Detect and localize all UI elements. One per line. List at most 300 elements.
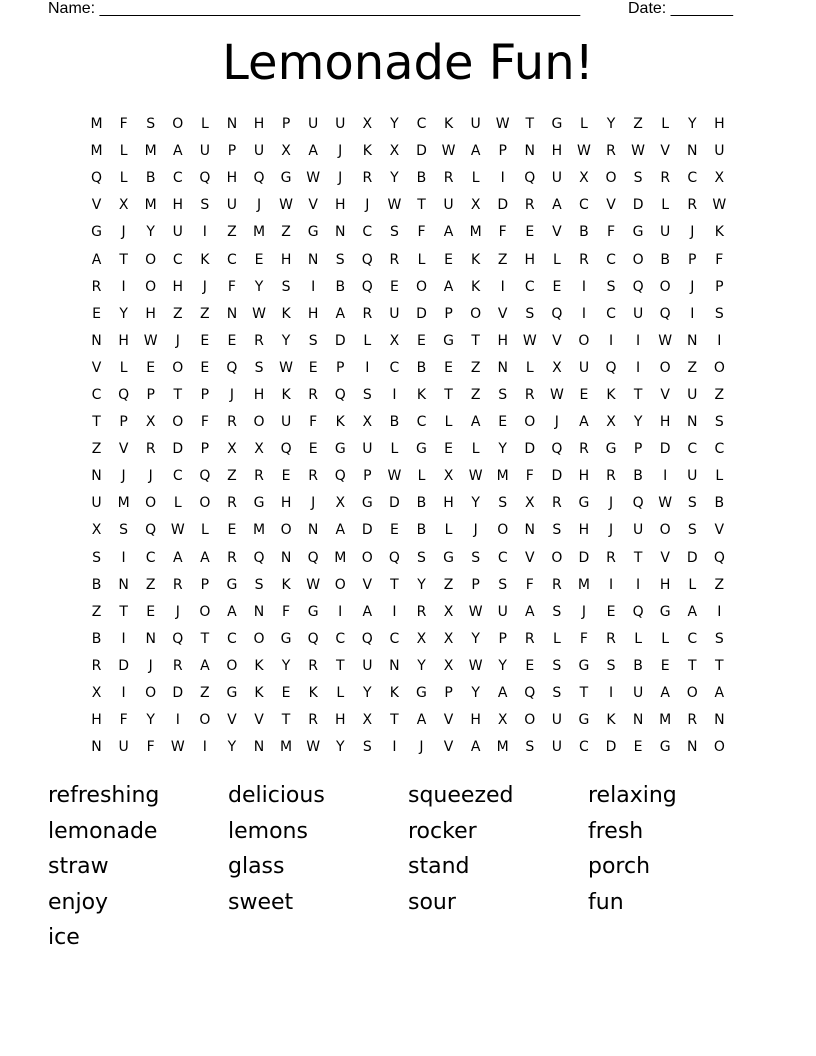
grid-letter[interactable]: L — [119, 143, 128, 160]
grid-letter[interactable]: N — [687, 332, 698, 349]
grid-letter[interactable]: I — [121, 630, 126, 647]
grid-letter[interactable]: X — [579, 170, 589, 187]
grid-letter[interactable]: H — [280, 495, 292, 512]
grid-letter[interactable]: B — [633, 657, 643, 674]
grid-letter[interactable]: U — [714, 143, 725, 160]
grid-letter[interactable]: E — [146, 603, 156, 620]
grid-letter[interactable]: S — [687, 522, 697, 539]
grid-letter[interactable]: Z — [470, 386, 481, 403]
grid-letter[interactable]: G — [659, 603, 671, 620]
grid-letter[interactable]: J — [311, 495, 316, 512]
grid-letter[interactable]: V — [552, 332, 562, 349]
grid-letter[interactable]: G — [226, 576, 238, 593]
grid-letter[interactable]: Z — [633, 116, 643, 133]
grid-letter[interactable]: V — [525, 549, 535, 566]
grid-letter[interactable]: R — [254, 468, 264, 485]
grid-letter[interactable]: Q — [118, 386, 130, 403]
grid-letter[interactable]: P — [715, 278, 724, 295]
grid-letter[interactable]: S — [687, 495, 697, 512]
grid-letter[interactable]: X — [362, 414, 373, 431]
grid-letter[interactable]: X — [118, 197, 129, 214]
grid-letter[interactable]: D — [172, 441, 184, 458]
grid-letter[interactable]: R — [308, 386, 319, 403]
grid-letter[interactable]: S — [498, 386, 508, 403]
grid-letter[interactable]: H — [470, 712, 481, 729]
grid-letter[interactable]: V — [660, 386, 670, 403]
grid-letter[interactable]: Z — [227, 468, 237, 485]
grid-letter[interactable]: G — [605, 441, 617, 458]
grid-letter[interactable]: O — [659, 522, 671, 539]
grid-letter[interactable]: F — [579, 630, 588, 647]
grid-letter[interactable]: D — [551, 468, 563, 485]
grid-letter[interactable]: Q — [361, 251, 373, 268]
grid-letter[interactable]: O — [334, 576, 346, 593]
grid-letter[interactable]: R — [362, 305, 373, 322]
grid-letter[interactable]: S — [417, 549, 426, 566]
grid-letter[interactable]: R — [660, 170, 671, 187]
grid-letter[interactable]: V — [660, 143, 670, 160]
grid-letter[interactable]: I — [392, 739, 397, 756]
grid-letter[interactable]: X — [714, 170, 725, 187]
grid-letter[interactable]: U — [632, 522, 644, 539]
grid-letter[interactable]: A — [443, 278, 454, 295]
grid-letter[interactable]: X — [606, 414, 616, 431]
grid-letter[interactable]: J — [419, 739, 424, 756]
grid-letter[interactable]: R — [91, 657, 102, 674]
grid-letter[interactable]: B — [633, 468, 643, 485]
grid-letter[interactable]: N — [389, 657, 400, 674]
grid-letter[interactable]: O — [145, 685, 157, 702]
grid-letter[interactable]: E — [444, 359, 453, 376]
grid-letter[interactable]: O — [172, 116, 184, 133]
grid-letter[interactable]: M — [469, 224, 482, 241]
grid-letter[interactable]: U — [253, 143, 265, 160]
grid-letter[interactable]: T — [200, 630, 210, 647]
grid-letter[interactable]: P — [498, 143, 507, 160]
grid-letter[interactable]: A — [91, 251, 102, 268]
grid-letter[interactable]: Q — [199, 170, 211, 187]
grid-letter[interactable]: S — [552, 685, 562, 702]
grid-letter[interactable]: H — [91, 712, 102, 729]
grid-letter[interactable]: L — [661, 630, 670, 647]
grid-letter[interactable]: E — [308, 359, 318, 376]
grid-letter[interactable]: R — [606, 468, 616, 485]
grid-letter[interactable]: X — [416, 630, 427, 647]
grid-letter[interactable]: J — [690, 224, 695, 241]
grid-letter[interactable]: R — [308, 657, 319, 674]
date-field[interactable]: Date: _______ — [628, 0, 733, 17]
grid-letter[interactable]: X — [443, 603, 454, 620]
grid-letter[interactable]: G — [91, 224, 102, 241]
grid-letter[interactable]: V — [362, 576, 373, 593]
grid-letter[interactable]: U — [91, 495, 102, 512]
grid-letter[interactable]: L — [525, 359, 534, 376]
grid-letter[interactable]: X — [552, 359, 562, 376]
grid-letter[interactable]: V — [91, 197, 102, 214]
grid-letter[interactable]: U — [687, 386, 698, 403]
grid-letter[interactable]: K — [308, 685, 318, 702]
grid-letter[interactable]: X — [227, 441, 237, 458]
grid-letter[interactable]: C — [579, 739, 589, 756]
grid-letter[interactable]: A — [308, 143, 318, 160]
grid-letter[interactable]: Q — [524, 685, 536, 702]
grid-letter[interactable]: S — [254, 359, 264, 376]
grid-letter[interactable]: P — [363, 468, 372, 485]
grid-letter[interactable]: O — [145, 495, 157, 512]
grid-letter[interactable]: R — [308, 468, 319, 485]
grid-letter[interactable]: H — [497, 332, 508, 349]
grid-letter[interactable]: S — [498, 576, 508, 593]
grid-letter[interactable]: S — [606, 657, 616, 674]
grid-letter[interactable]: R — [227, 495, 237, 512]
grid-letter[interactable]: S — [606, 278, 616, 295]
grid-letter[interactable]: T — [119, 251, 128, 268]
grid-letter[interactable]: Q — [605, 359, 617, 376]
grid-letter[interactable]: Y — [471, 630, 480, 647]
grid-letter[interactable]: G — [280, 630, 292, 647]
grid-letter[interactable]: T — [281, 712, 291, 729]
grid-letter[interactable]: X — [145, 414, 156, 431]
grid-letter[interactable]: A — [497, 685, 508, 702]
grid-letter[interactable]: E — [444, 251, 453, 268]
grid-letter[interactable]: W — [712, 197, 727, 214]
grid-letter[interactable]: L — [173, 495, 182, 512]
grid-letter[interactable]: C — [335, 630, 346, 647]
grid-letter[interactable]: S — [119, 522, 129, 539]
grid-letter[interactable]: C — [687, 630, 698, 647]
grid-letter[interactable]: G — [578, 712, 590, 729]
grid-letter[interactable]: O — [199, 603, 211, 620]
grid-letter[interactable]: K — [606, 712, 616, 729]
grid-letter[interactable]: Y — [281, 332, 291, 349]
grid-letter[interactable]: J — [338, 170, 343, 187]
grid-letter[interactable]: T — [173, 386, 183, 403]
grid-letter[interactable]: Y — [417, 657, 426, 674]
grid-letter[interactable]: Y — [254, 278, 264, 295]
grid-letter[interactable]: L — [661, 116, 670, 133]
grid-letter[interactable]: H — [578, 522, 590, 539]
grid-letter[interactable]: C — [579, 197, 589, 214]
grid-letter[interactable]: W — [387, 468, 402, 485]
grid-letter[interactable]: T — [633, 549, 643, 566]
grid-letter[interactable]: W — [279, 359, 293, 376]
grid-letter[interactable]: P — [200, 386, 210, 403]
grid-letter[interactable]: V — [552, 224, 562, 241]
grid-letter[interactable]: G — [226, 685, 238, 702]
grid-letter[interactable]: A — [470, 143, 481, 160]
grid-letter[interactable]: T — [687, 657, 697, 674]
grid-letter[interactable]: Y — [471, 495, 480, 512]
grid-letter[interactable]: H — [334, 712, 346, 729]
grid-letter[interactable]: E — [281, 468, 291, 485]
grid-letter[interactable]: Z — [714, 576, 725, 593]
grid-letter[interactable]: U — [470, 116, 481, 133]
grid-letter[interactable]: D — [361, 522, 373, 539]
grid-letter[interactable]: K — [281, 305, 291, 322]
grid-letter[interactable]: Q — [145, 522, 157, 539]
grid-letter[interactable]: Z — [443, 576, 454, 593]
grid-letter[interactable]: M — [496, 739, 509, 756]
grid-letter[interactable]: Z — [200, 305, 210, 322]
grid-letter[interactable]: K — [471, 278, 481, 295]
grid-letter[interactable]: V — [227, 712, 237, 729]
grid-letter[interactable]: F — [309, 414, 318, 431]
grid-letter[interactable]: A — [172, 143, 183, 160]
grid-letter[interactable]: R — [227, 549, 237, 566]
grid-letter[interactable]: C — [389, 630, 400, 647]
grid-letter[interactable]: A — [227, 603, 237, 620]
grid-letter[interactable]: X — [254, 441, 264, 458]
grid-letter[interactable]: T — [92, 414, 101, 431]
grid-letter[interactable]: X — [524, 495, 535, 512]
grid-letter[interactable]: Y — [498, 657, 507, 674]
grid-letter[interactable]: Y — [119, 305, 128, 322]
grid-letter[interactable]: N — [118, 576, 129, 593]
grid-letter[interactable]: V — [91, 359, 102, 376]
grid-letter[interactable]: Z — [497, 251, 508, 268]
grid-letter[interactable]: W — [658, 495, 673, 512]
grid-letter[interactable]: Y — [227, 739, 237, 756]
grid-letter[interactable]: A — [335, 522, 346, 539]
grid-letter[interactable]: Y — [417, 576, 426, 593]
grid-letter[interactable]: Z — [200, 685, 210, 702]
grid-letter[interactable]: O — [415, 278, 427, 295]
grid-letter[interactable]: X — [362, 116, 373, 133]
grid-letter[interactable]: A — [416, 712, 427, 729]
grid-letter[interactable]: S — [362, 386, 372, 403]
grid-letter[interactable]: Q — [91, 170, 103, 187]
grid-letter[interactable]: T — [335, 657, 345, 674]
grid-letter[interactable]: J — [256, 197, 262, 214]
grid-letter[interactable]: H — [226, 170, 238, 187]
grid-letter[interactable]: O — [199, 712, 211, 729]
grid-letter[interactable]: E — [444, 441, 453, 458]
grid-letter[interactable]: G — [443, 549, 454, 566]
grid-letter[interactable]: Z — [227, 224, 237, 241]
grid-letter[interactable]: Z — [687, 359, 698, 376]
grid-letter[interactable]: I — [121, 549, 126, 566]
grid-letter[interactable]: G — [307, 224, 319, 241]
grid-letter[interactable]: S — [498, 495, 508, 512]
grid-letter[interactable]: R — [389, 251, 400, 268]
grid-letter[interactable]: S — [714, 414, 724, 431]
grid-letter[interactable]: K — [335, 414, 345, 431]
grid-letter[interactable]: E — [308, 441, 318, 458]
grid-letter[interactable]: U — [199, 143, 210, 160]
grid-letter[interactable]: P — [119, 414, 128, 431]
grid-letter[interactable]: W — [306, 739, 321, 756]
grid-letter[interactable]: Z — [714, 386, 725, 403]
grid-letter[interactable]: X — [281, 143, 291, 160]
grid-letter[interactable]: U — [362, 441, 373, 458]
grid-letter[interactable]: A — [552, 197, 562, 214]
grid-letter[interactable]: L — [200, 116, 209, 133]
grid-letter[interactable]: E — [200, 359, 210, 376]
grid-letter[interactable]: U — [118, 739, 129, 756]
grid-letter[interactable]: J — [690, 278, 695, 295]
grid-letter[interactable]: T — [579, 685, 589, 702]
grid-letter[interactable]: M — [280, 739, 293, 756]
grid-letter[interactable]: N — [497, 359, 508, 376]
grid-letter[interactable]: U — [551, 170, 562, 187]
grid-letter[interactable]: E — [389, 522, 399, 539]
grid-letter[interactable]: S — [525, 305, 535, 322]
grid-letter[interactable]: O — [361, 549, 373, 566]
grid-letter[interactable]: Y — [335, 739, 345, 756]
grid-letter[interactable]: C — [172, 170, 183, 187]
grid-letter[interactable]: O — [605, 170, 617, 187]
grid-letter[interactable]: W — [170, 739, 185, 756]
grid-letter[interactable]: B — [91, 576, 102, 593]
grid-letter[interactable]: W — [441, 143, 456, 160]
grid-letter[interactable]: Y — [498, 441, 507, 458]
grid-letter[interactable]: X — [335, 495, 346, 512]
grid-letter[interactable]: H — [443, 495, 454, 512]
grid-letter[interactable]: I — [500, 278, 505, 295]
grid-letter[interactable]: W — [522, 332, 537, 349]
grid-letter[interactable]: Q — [307, 630, 319, 647]
grid-letter[interactable]: G — [253, 495, 265, 512]
grid-letter[interactable]: A — [200, 657, 210, 674]
grid-letter[interactable]: Z — [281, 224, 291, 241]
grid-letter[interactable]: A — [714, 685, 725, 702]
grid-letter[interactable]: S — [633, 170, 643, 187]
grid-letter[interactable]: G — [659, 739, 671, 756]
grid-letter[interactable]: Y — [390, 170, 399, 187]
grid-letter[interactable]: L — [417, 251, 426, 268]
grid-letter[interactable]: E — [579, 386, 589, 403]
grid-letter[interactable]: J — [175, 603, 180, 620]
grid-letter[interactable]: F — [417, 224, 426, 241]
grid-letter[interactable]: I — [636, 332, 641, 349]
grid-letter[interactable]: C — [687, 441, 698, 458]
grid-letter[interactable]: W — [468, 468, 483, 485]
grid-letter[interactable]: D — [659, 441, 671, 458]
grid-letter[interactable]: L — [580, 116, 588, 133]
grid-letter[interactable]: E — [389, 278, 399, 295]
grid-letter[interactable]: F — [200, 414, 209, 431]
grid-letter[interactable]: W — [468, 657, 483, 674]
grid-letter[interactable]: E — [633, 739, 643, 756]
grid-letter[interactable]: R — [606, 630, 616, 647]
grid-letter[interactable]: C — [91, 386, 102, 403]
grid-letter[interactable]: G — [443, 332, 454, 349]
grid-letter[interactable]: L — [471, 441, 480, 458]
grid-letter[interactable]: X — [443, 630, 454, 647]
grid-letter[interactable]: W — [279, 197, 293, 214]
grid-letter[interactable]: I — [121, 278, 126, 295]
grid-letter[interactable]: K — [714, 224, 724, 241]
grid-letter[interactable]: S — [389, 224, 399, 241]
grid-letter[interactable]: L — [552, 630, 561, 647]
grid-letter[interactable]: B — [660, 251, 670, 268]
grid-letter[interactable]: W — [631, 143, 646, 160]
grid-letter[interactable]: H — [524, 251, 536, 268]
grid-letter[interactable]: X — [362, 712, 373, 729]
grid-letter[interactable]: Y — [363, 685, 372, 702]
grid-letter[interactable]: L — [417, 468, 426, 485]
grid-letter[interactable]: Q — [172, 630, 184, 647]
grid-letter[interactable]: Z — [145, 576, 156, 593]
grid-letter[interactable]: R — [443, 170, 454, 187]
grid-letter[interactable]: O — [632, 251, 644, 268]
grid-letter[interactable]: S — [335, 251, 345, 268]
grid-letter[interactable]: W — [577, 143, 591, 160]
grid-letter[interactable]: D — [524, 441, 536, 458]
grid-letter[interactable]: O — [145, 251, 157, 268]
grid-letter[interactable]: J — [365, 197, 370, 214]
grid-letter[interactable]: P — [471, 576, 480, 593]
grid-letter[interactable]: U — [280, 414, 292, 431]
grid-letter[interactable]: D — [497, 197, 509, 214]
grid-letter[interactable]: O — [551, 549, 563, 566]
grid-letter[interactable]: J — [121, 468, 126, 485]
grid-letter[interactable]: U — [497, 603, 508, 620]
grid-letter[interactable]: X — [470, 197, 481, 214]
grid-letter[interactable]: B — [416, 495, 427, 512]
grid-letter[interactable]: P — [498, 630, 507, 647]
grid-letter[interactable]: K — [281, 576, 291, 593]
grid-letter[interactable]: Y — [633, 414, 643, 431]
grid-letter[interactable]: G — [632, 224, 644, 241]
grid-letter[interactable]: H — [307, 305, 319, 322]
grid-letter[interactable]: U — [335, 116, 346, 133]
grid-letter[interactable]: I — [392, 603, 397, 620]
grid-letter[interactable]: S — [362, 739, 372, 756]
grid-letter[interactable]: I — [717, 603, 722, 620]
grid-letter[interactable]: Q — [253, 170, 265, 187]
grid-letter[interactable]: D — [172, 685, 184, 702]
grid-letter[interactable]: E — [281, 685, 291, 702]
grid-letter[interactable]: O — [280, 522, 292, 539]
grid-letter[interactable]: K — [389, 685, 399, 702]
grid-letter[interactable]: G — [578, 495, 590, 512]
grid-letter[interactable]: R — [524, 386, 535, 403]
grid-letter[interactable]: J — [121, 224, 126, 241]
grid-letter[interactable]: O — [524, 712, 536, 729]
grid-letter[interactable]: Y — [471, 685, 480, 702]
grid-letter[interactable]: U — [443, 197, 454, 214]
grid-letter[interactable]: V — [714, 522, 725, 539]
grid-letter[interactable]: S — [552, 603, 562, 620]
grid-letter[interactable]: M — [117, 495, 130, 512]
grid-letter[interactable]: A — [687, 603, 698, 620]
grid-letter[interactable]: C — [172, 468, 183, 485]
grid-letter[interactable]: F — [525, 576, 534, 593]
grid-letter[interactable]: C — [389, 359, 400, 376]
grid-letter[interactable]: E — [200, 332, 210, 349]
grid-letter[interactable]: Y — [146, 224, 155, 241]
grid-letter[interactable]: F — [525, 468, 534, 485]
grid-letter[interactable]: M — [252, 224, 266, 241]
grid-letter[interactable]: U — [551, 739, 562, 756]
grid-letter[interactable]: T — [390, 712, 399, 729]
grid-letter[interactable]: U — [308, 116, 319, 133]
grid-letter[interactable]: J — [338, 143, 343, 160]
grid-letter[interactable]: S — [92, 549, 101, 566]
grid-letter[interactable]: K — [281, 386, 291, 403]
grid-letter[interactable]: Q — [524, 170, 536, 187]
grid-letter[interactable]: N — [632, 712, 644, 729]
grid-letter[interactable]: C — [227, 251, 237, 268]
grid-letter[interactable]: U — [687, 468, 698, 485]
grid-letter[interactable]: N — [687, 414, 698, 431]
grid-letter[interactable]: P — [444, 685, 453, 702]
grid-letter[interactable]: I — [121, 685, 126, 702]
grid-letter[interactable]: I — [636, 359, 641, 376]
grid-letter[interactable]: O — [578, 332, 590, 349]
grid-letter[interactable]: O — [713, 739, 725, 756]
